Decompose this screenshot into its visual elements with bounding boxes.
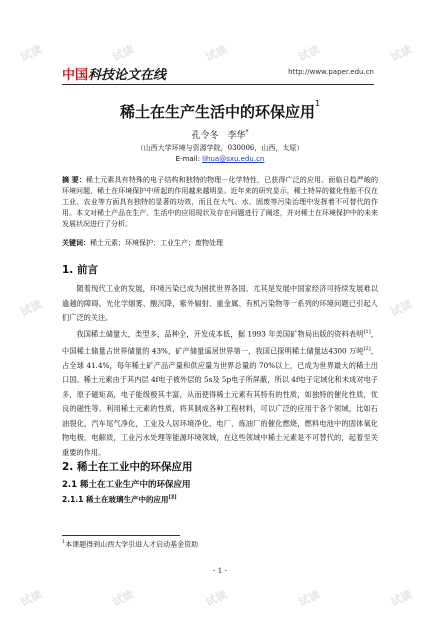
footnote-divider	[62, 535, 180, 536]
corresponding-mark: *	[245, 129, 249, 136]
watermark-text: 试读	[296, 42, 322, 64]
logo-red-text: 中国	[62, 68, 89, 83]
section-heading-intro: 1. 前言	[62, 264, 98, 276]
watermark-text: 试读	[203, 587, 229, 609]
page-number: - 1 -	[213, 567, 227, 575]
citation-ref[interactable]: [3]	[168, 494, 177, 501]
paragraph-intro: 随着现代工业的发展，环境污染已成为困扰世界各国、尤其是发展中国家经济可持续发展难以逾越的障碍。光化学烟雾、酸沉降，紫外辐射、重金属、有机污染物等一系列的环境问题已引起人们广泛的关注。	[62, 284, 378, 322]
watermark-text: 试读	[18, 42, 44, 64]
watermark-text: 试读	[296, 587, 322, 609]
footnote	[62, 539, 198, 549]
watermark-text: 试读	[18, 587, 44, 609]
header-divider	[62, 84, 374, 85]
email-label: E-mail:	[175, 155, 200, 163]
watermark-text: 试读	[388, 587, 414, 609]
paragraph-text: 我国稀土储量大，类型多，品种全，开发成本低，据 1993 年美国矿物局出版的资料表明	[76, 329, 364, 339]
logo-black-text: 科技论文在线	[88, 68, 167, 83]
paragraph-rare-earth-reserves	[62, 325, 378, 460]
keywords-label: 关键词：	[62, 239, 90, 247]
abstract-text: 稀土元素具有特殊的电子结构和独特的物理－化学特性，已获得广泛的应用。面临日趋严峻的环境问题，稀土在环境保护中所起的作用越来越明显。近年来的研究显示，稀土特异的催化性能不仅在工业、农业等方面具有独特的显著的功效，而且在大气、水、固废等污染治理中发挥着不可替代的作用。本文对稀土产品在生产、生活中的应用现状及存在问题进行了阐述，并对稀土在环境保护中的未来发展状况进行了分析。	[62, 176, 379, 228]
paragraph-text: ，占全球 41.4%，每年稀土矿产品产量和供应量为世界总量的 70%以上，已成为世界最大的稀土出口国。稀土元素由于其内层 4f电子被外层的 5s及 5p电子所屏蔽，所以 4f电子定域化和未成对电子多，原子磁矩高，电子能级极其丰富，从而使得稀土元素有其特有的性质，如独特的催化性质，优良的磁性等。利用稀土元素的性质，将其制成各种工程材料，可以广泛的应用于各个领域，比如石油裂化，汽车尾气净化，工业及人居环境净化，电厂、炼油厂的催化燃烧，燃料电池中的固体氧化物电极、电解质，工业污水处理等能源环境领域，在这些领域中稀土元素是不可替代的，起着至关重要的作用。	[62, 346, 378, 457]
affiliation: （山西大学环境与资源学院，030006，山西，太原）	[136, 144, 304, 152]
email-line	[0, 155, 440, 163]
email-link[interactable]: lihua@sxu.edu.cn	[202, 155, 265, 163]
author-line	[0, 128, 440, 141]
watermark-text: 试读	[110, 587, 136, 609]
title-footnote-mark: 1	[314, 99, 321, 108]
watermark-text: 试读	[18, 297, 44, 319]
keywords	[62, 238, 378, 249]
footnote-mark: 1	[62, 539, 66, 545]
site-url[interactable]: http://www.paper.edu.cn	[288, 68, 374, 76]
paragraph-text: ，中国稀土储量占世界储量的 43%，矿产储量遥居世界第一，我国已探明稀土储量达4300 万吨	[62, 329, 378, 356]
paper-title	[0, 101, 440, 122]
section-heading-industry: 2. 稀土在工业中的环保应用	[62, 461, 193, 473]
author-names: 孔令冬 李华	[191, 131, 246, 141]
subsubsection-title: 2.1.1 稀土在玻璃生产中的应用	[62, 495, 169, 504]
watermark-text: 试读	[388, 297, 414, 319]
subsection-heading: 2.1 稀土在工业生产中的环保应用	[62, 480, 191, 490]
site-logo[interactable]	[62, 64, 166, 83]
watermark-text: 试读	[110, 42, 136, 64]
watermark-text: 试读	[203, 42, 229, 64]
citation-ref[interactable]: [1]	[363, 329, 371, 335]
footnote-text: 本课题得到山西大学引进人才启动基金资助	[65, 540, 199, 549]
keywords-text: 稀土元素；环境保护；工业生产；废物处理	[90, 239, 223, 247]
paper-title-text: 稀土在生产生活中的环保应用	[119, 103, 315, 121]
abstract	[62, 175, 378, 230]
abstract-label: 摘 要：	[62, 176, 86, 184]
page-header	[62, 64, 374, 83]
citation-ref[interactable]: [2]	[363, 345, 371, 352]
watermark-text: 试读	[388, 42, 414, 64]
subsubsection-heading	[62, 494, 177, 505]
